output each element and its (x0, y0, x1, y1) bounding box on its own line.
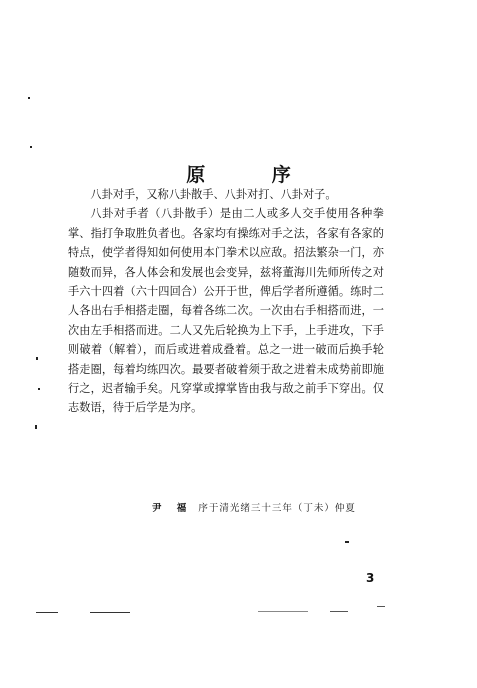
scan-speck (28, 97, 30, 99)
paragraph-2: 八卦对手者（八卦散手）是由二人或多人交手使用各种拳掌、指打争取胜负者也。各家均有操练对手之法，各家有各家的特点，使学者得知如何使用本门拳术以应敌。招法繁杂一门，亦随数而异，各人体会和发展也会变异，兹将董海川先师所传之对手六十四着（六十四回合）公开于世，俾后学者所遵循。练时二人各出右手相搭走圈，每着各练二次。一次由右手相搭而进，一次由左手相搭而进。二人又先后轮换为上下手，上手进攻，下手则破着（解着），而后或进着成叠着。总之一进一破而后换手轮搭走圈，每着均练四次。最要者破着须于敌之进着未成势前即施行之，迟者输手矣。凡穿掌或撑掌皆由我与敌之前手下穿出。仅志数语，待于后学是为序。 (68, 207, 384, 415)
scan-artifact-line (36, 612, 58, 613)
page-number: 3 (366, 571, 375, 585)
signature-line (152, 500, 356, 514)
scan-speck (38, 388, 40, 390)
scan-artifact-line (377, 606, 385, 607)
signature-date: 序于清光绪三十三年（丁未）仲夏 (198, 503, 356, 514)
scan-speck (35, 425, 37, 429)
scan-artifact-line (258, 611, 308, 612)
scan-speck (36, 357, 38, 360)
scan-artifact-line (330, 611, 348, 612)
scan-speck (345, 541, 349, 543)
signature-author: 尹 福 (152, 503, 193, 514)
paragraph-1: 八卦对手，又称八卦散手、八卦对打、八卦对子。 (90, 188, 337, 201)
preface-body (68, 185, 384, 418)
scan-artifact-line (90, 612, 130, 613)
page-title: 原 序 (186, 163, 321, 186)
scan-speck (30, 146, 32, 148)
